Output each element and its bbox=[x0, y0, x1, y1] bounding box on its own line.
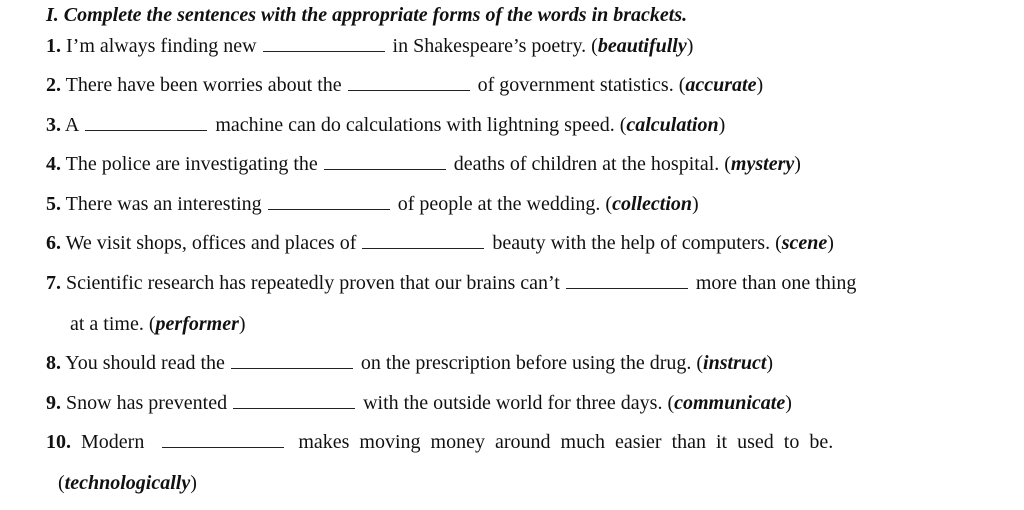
sentence-text-after: deaths of children at the hospital. ( bbox=[453, 153, 731, 175]
sentence-text-after: of people at the wedding. ( bbox=[397, 193, 613, 215]
sentence-text-after: in Shakespeare’s poetry. ( bbox=[392, 35, 598, 57]
sentence-text-before: Snow has prevented bbox=[66, 392, 228, 414]
sentence-10-continuation bbox=[58, 471, 197, 495]
sentence-2 bbox=[46, 73, 763, 97]
sentence-text-before: I’m always finding new bbox=[66, 35, 257, 57]
sentence-6 bbox=[46, 231, 834, 255]
sentence-text-after: with the outside world for three days. ( bbox=[363, 392, 675, 414]
sentence-7-continuation bbox=[70, 312, 246, 336]
item-number: 7. bbox=[46, 272, 61, 294]
answer-blank[interactable] bbox=[348, 76, 470, 91]
sentence-7 bbox=[46, 271, 856, 295]
sentence-9 bbox=[46, 391, 792, 415]
hint-close: ) bbox=[785, 392, 792, 414]
item-number: 2. bbox=[46, 74, 61, 96]
answer-blank[interactable] bbox=[233, 394, 355, 409]
hint-close: ) bbox=[756, 74, 764, 96]
sentence-text-after: makes moving money around much easier than it used to be. bbox=[298, 431, 834, 453]
item-number: 6. bbox=[46, 232, 61, 254]
hint-close: ) bbox=[718, 114, 726, 136]
word-hint: communicate bbox=[674, 392, 786, 414]
answer-blank[interactable] bbox=[162, 433, 284, 448]
hint-close: ) bbox=[827, 232, 834, 254]
hint-close: ) bbox=[190, 472, 197, 494]
item-number: 9. bbox=[46, 392, 61, 414]
word-hint: instruct bbox=[703, 352, 767, 374]
sentence-10 bbox=[46, 430, 833, 454]
word-hint: performer bbox=[155, 313, 239, 335]
sentence-text-after: of government statistics. ( bbox=[477, 74, 686, 96]
sentence-text-before: Scientific research has repeatedly proven that our brains can’t bbox=[66, 272, 560, 294]
hint-close: ) bbox=[238, 313, 246, 335]
continuation-text: at a time. ( bbox=[70, 313, 156, 335]
sentence-text-after: machine can do calculations with lightning speed. ( bbox=[215, 114, 627, 136]
word-hint: scene bbox=[781, 232, 828, 254]
sentence-8 bbox=[46, 351, 773, 375]
answer-blank[interactable] bbox=[566, 274, 688, 289]
hint-close: ) bbox=[766, 352, 774, 374]
exercise-title: I. Complete the sentences with the appropriate forms of the words in brackets. bbox=[46, 4, 688, 26]
word-hint: technologically bbox=[64, 472, 191, 494]
sentence-text-before: Modern bbox=[81, 431, 145, 453]
item-number: 10. bbox=[46, 431, 71, 453]
answer-blank[interactable] bbox=[324, 155, 446, 170]
sentence-text-before: There have been worries about the bbox=[65, 74, 342, 96]
sentence-text-before: The police are investigating the bbox=[65, 153, 318, 175]
item-number: 3. bbox=[46, 114, 61, 136]
word-hint: accurate bbox=[685, 74, 757, 96]
item-number: 8. bbox=[46, 352, 61, 374]
sentence-5 bbox=[46, 192, 699, 216]
word-hint: mystery bbox=[730, 153, 795, 175]
word-hint: beautifully bbox=[597, 35, 687, 57]
sentence-text-after: on the prescription before using the drug. ( bbox=[360, 352, 704, 374]
item-number: 5. bbox=[46, 193, 61, 215]
hint-close: ) bbox=[686, 35, 694, 57]
item-number: 4. bbox=[46, 153, 61, 175]
item-number: 1. bbox=[46, 35, 61, 57]
sentence-text-before: There was an interesting bbox=[65, 193, 262, 215]
hint-close: ) bbox=[794, 153, 801, 175]
continuation-text: ( bbox=[58, 472, 65, 494]
sentence-text-after: more than one thing bbox=[695, 272, 857, 294]
sentence-text-before: We visit shops, offices and places of bbox=[65, 232, 357, 254]
sentence-1 bbox=[46, 34, 693, 58]
answer-blank[interactable] bbox=[85, 116, 207, 131]
sentence-3 bbox=[46, 113, 725, 137]
hint-close: ) bbox=[692, 193, 699, 215]
sentence-text-before: A bbox=[64, 114, 80, 136]
word-hint: collection bbox=[612, 193, 693, 215]
word-hint: calculation bbox=[626, 114, 719, 136]
sentence-4 bbox=[46, 152, 801, 176]
answer-blank[interactable] bbox=[231, 354, 353, 369]
answer-blank[interactable] bbox=[362, 234, 484, 249]
sentence-text-after: beauty with the help of computers. ( bbox=[492, 232, 782, 254]
sentence-text-before: You should read the bbox=[65, 352, 225, 374]
answer-blank[interactable] bbox=[268, 195, 390, 210]
answer-blank[interactable] bbox=[263, 37, 385, 52]
